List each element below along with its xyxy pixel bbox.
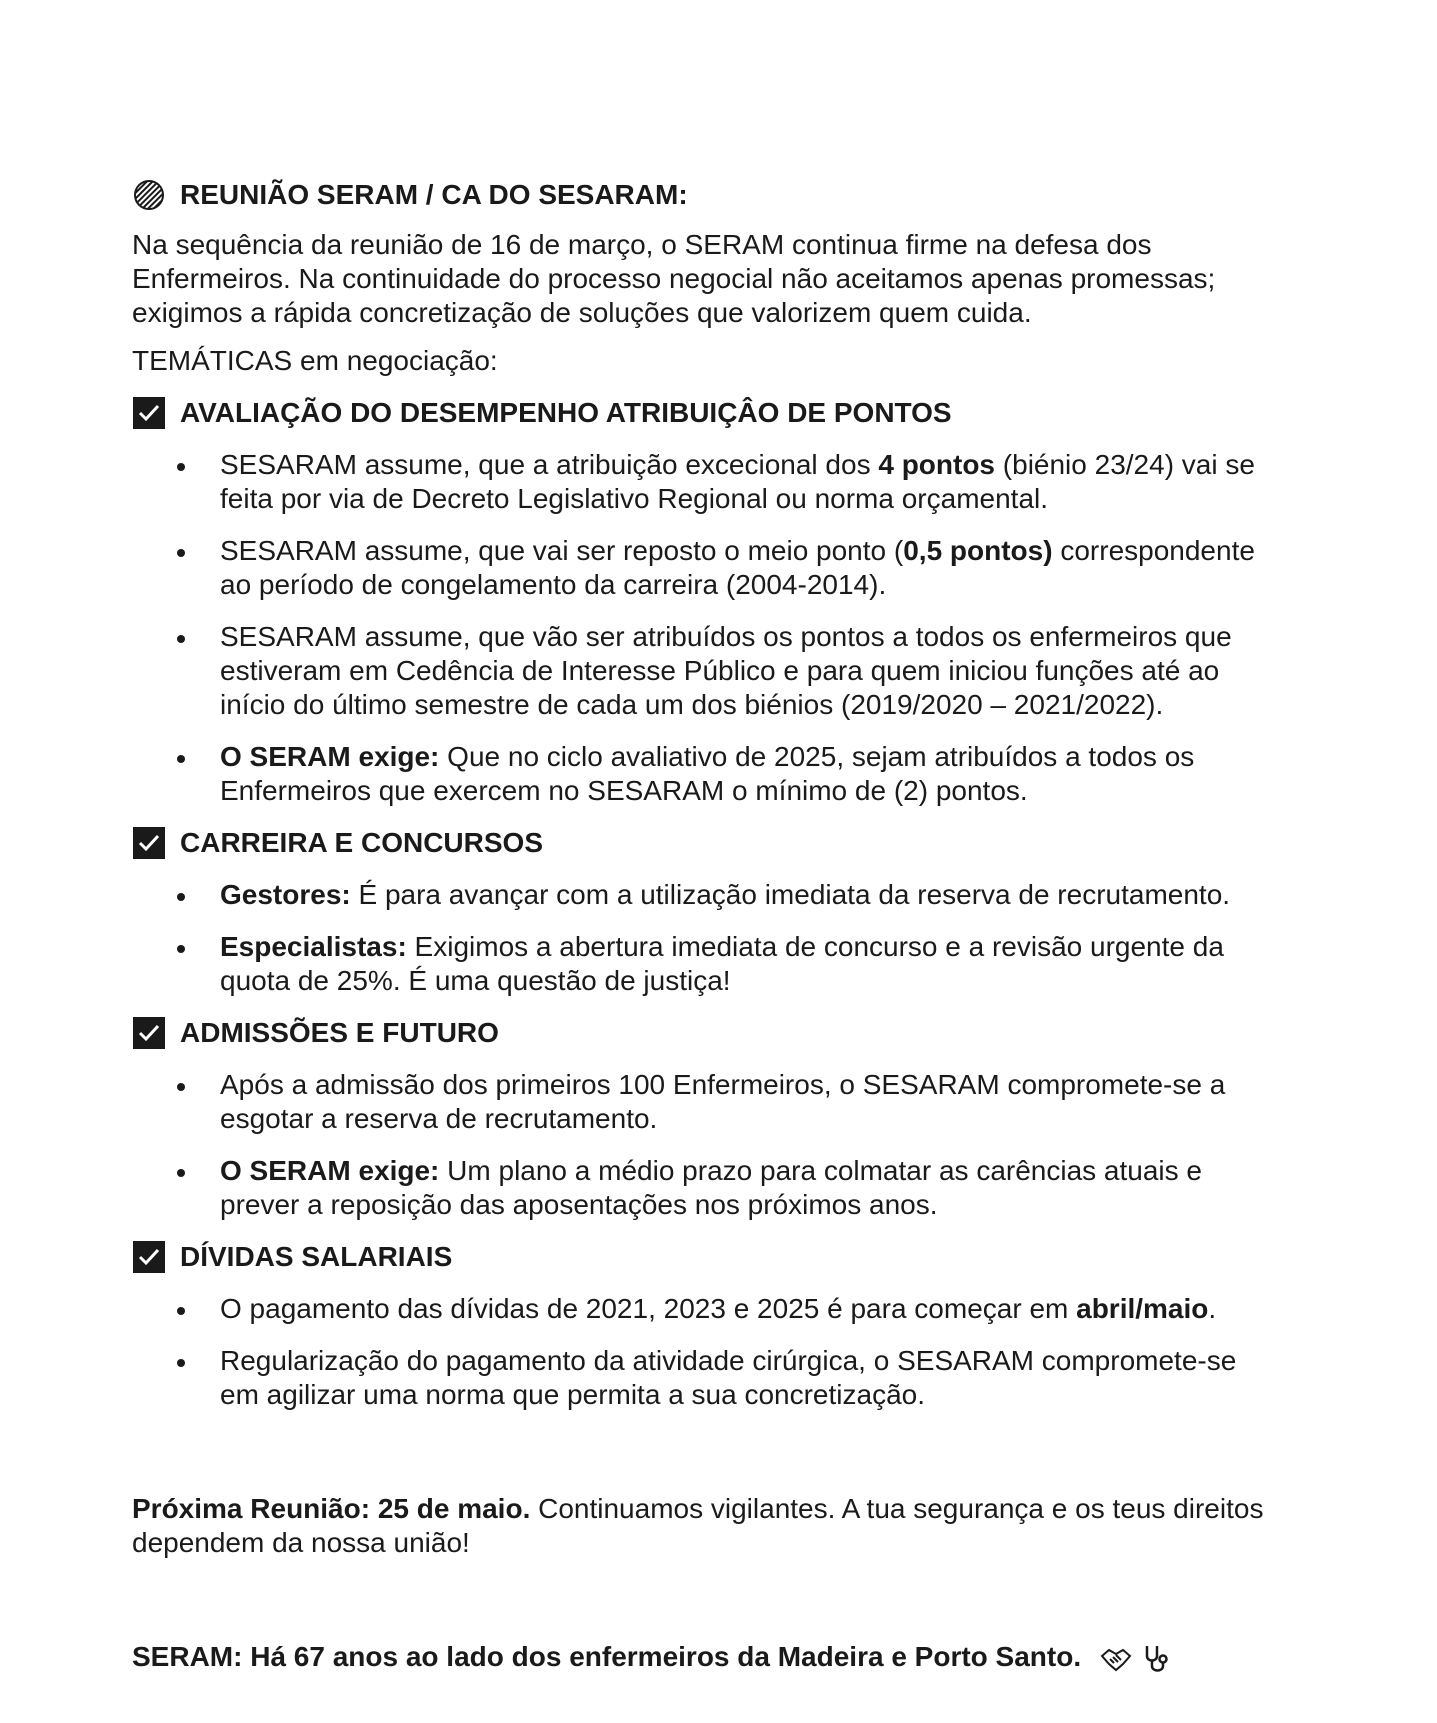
section-heading: AVALIAÇÃO DO DESEMPENHO ATRIBUIÇÂO DE PONTOS xyxy=(132,396,1347,430)
section-dividas xyxy=(132,1240,1347,1412)
checkbox-checked-icon xyxy=(132,1016,166,1050)
bullet-icon xyxy=(177,893,185,901)
bullet-list xyxy=(132,448,1347,808)
list-item: Após a admissão dos primeiros 100 Enfermeiros, o SESARAM compromete-se a esgotar a reserva de recrutamento. xyxy=(132,1068,1347,1136)
topics-label: TEMÁTICAS em negociação: xyxy=(132,345,498,376)
checkbox-checked-icon xyxy=(132,826,166,860)
section-heading: ADMISSÕES E FUTURO xyxy=(132,1016,1347,1050)
intro-paragraph xyxy=(132,228,1347,330)
bullet-icon xyxy=(177,1083,185,1091)
bullet-list xyxy=(132,1068,1347,1222)
bullet-icon xyxy=(177,945,185,953)
checkbox-checked-icon xyxy=(132,1240,166,1274)
next-meeting: Próxima Reunião: 25 de maio. Continuamos vigilantes. A tua segurança e os teus direitos dependem da nossa união! xyxy=(132,1493,1264,1558)
bullet-list xyxy=(132,878,1347,998)
title xyxy=(132,178,1347,212)
bullet-icon xyxy=(177,1169,185,1177)
handshake-icon xyxy=(1099,1642,1133,1676)
section-heading: DÍVIDAS SALARIAIS xyxy=(132,1240,1347,1274)
list-item: O SERAM exige: Um plano a médio prazo para colmatar as carências atuais e prever a reposição das aposentações nos próximos anos. xyxy=(132,1154,1347,1222)
section-carreira xyxy=(132,826,1347,998)
bullet-icon xyxy=(177,549,185,557)
list-item: Regularização do pagamento da atividade cirúrgica, o SESARAM compromete-se em agilizar uma norma que permita a sua concretização. xyxy=(132,1344,1347,1412)
bullet-icon xyxy=(177,755,185,763)
title-text: REUNIÃO SERAM / CA DO SESARAM: xyxy=(180,179,688,210)
bullet-icon xyxy=(177,1307,185,1315)
bullet-icon xyxy=(177,635,185,643)
section-avaliacao xyxy=(132,396,1347,808)
stethoscope-icon xyxy=(1139,1642,1173,1676)
list-item: SESARAM assume, que vai ser reposto o meio ponto (0,5 pontos) correspondente ao período de congelamento da carreira (2004-2014). xyxy=(132,534,1347,602)
intro-line: Na sequência da reunião de 16 de março, o SERAM continua firme na defesa dos xyxy=(132,229,1152,260)
document xyxy=(132,178,1347,1676)
list-item: SESARAM assume, que vão ser atribuídos os pontos a todos os enfermeiros que estiveram em Cedência de Interesse Público e para quem iniciou funções até ao início do último semestre de cada um dos biénios (2019/2020 – 2021/2022). xyxy=(132,620,1347,722)
intro-line: Enfermeiros. Na continuidade do processo negocial não aceitamos apenas promessas; xyxy=(132,263,1216,294)
section-heading: CARREIRA E CONCURSOS xyxy=(132,826,1347,860)
footer: SERAM: Há 67 anos ao lado dos enfermeiros da Madeira e Porto Santo. xyxy=(132,1640,1347,1676)
list-item: O SERAM exige: Que no ciclo avaliativo de 2025, sejam atribuídos a todos os Enfermeiros que exercem no SESARAM o mínimo de (2) pontos. xyxy=(132,740,1347,808)
list-item: Especialistas: Exigimos a abertura imediata de concurso e a revisão urgente da quota de 25%. É uma questão de justiça! xyxy=(132,930,1347,998)
list-item: O pagamento das dívidas de 2021, 2023 e 2025 é para começar em abril/maio. xyxy=(132,1292,1347,1326)
globe-icon xyxy=(132,178,166,212)
checkbox-checked-icon xyxy=(132,396,166,430)
list-item: SESARAM assume, que a atribuição excecional dos 4 pontos (biénio 23/24) vai se feita por via de Decreto Legislativo Regional ou norma orçamental. xyxy=(132,448,1347,516)
list-item: Gestores: É para avançar com a utilização imediata da reserva de recrutamento. xyxy=(132,878,1347,912)
bullet-icon xyxy=(177,1359,185,1367)
bullet-list xyxy=(132,1292,1347,1412)
bullet-icon xyxy=(177,463,185,471)
section-admissoes xyxy=(132,1016,1347,1222)
intro-line: exigimos a rápida concretização de soluções que valorizem quem cuida. xyxy=(132,297,1032,328)
